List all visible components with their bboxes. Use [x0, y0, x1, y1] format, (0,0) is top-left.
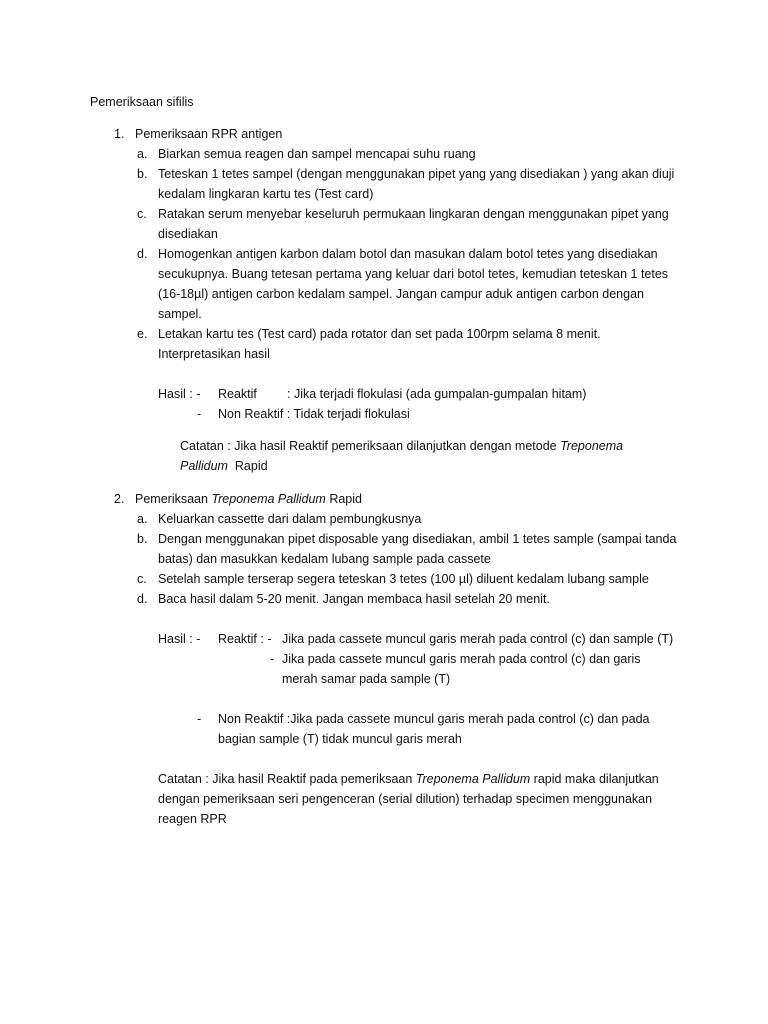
item-1d-line3: (16-18µl) antigen carbon kedalam sampel. Jangan campur aduk antigen carbon dengan — [158, 287, 644, 301]
item-1c-line2: disediakan — [158, 227, 218, 241]
catatan1-prefix: Catatan : Jika hasil Reaktif pemeriksaan dilanjutkan dengan metode — [180, 439, 561, 453]
hasil2-dash2: - — [270, 652, 275, 666]
catatan2-suffix: rapid maka dilanjutkan — [530, 772, 659, 786]
item-1d-line2: secukupnya. Buang tetesan pertama yang keluar dari botol tetes, kemudian teteskan 1 tetes — [158, 267, 669, 281]
catatan1-line1 — [180, 436, 623, 456]
section2-heading-prefix: Pemeriksaan — [135, 492, 212, 506]
item-2a-letter: a. — [137, 512, 148, 526]
catatan2-line1 — [158, 769, 659, 789]
hasil2-reaktif-line1: Jika pada cassete muncul garis merah pada control (c) dan sample (T) — [282, 632, 674, 646]
item-1d-letter: d. — [137, 247, 148, 261]
item-1b-line1: Teteskan 1 tetes sampel (dengan menggunakan pipet yang yang disediakan ) yang akan diuji — [158, 167, 675, 181]
item-2b-line2: batas) dan masukkan kedalam lubang sample pada cassete — [158, 552, 491, 566]
hasil2-non-reaktif-line1: Non Reaktif :Jika pada cassete muncul garis merah pada control (c) dan pada — [218, 712, 650, 726]
hasil1-non-reaktif: Non Reaktif : Tidak terjadi flokulasi — [218, 407, 410, 421]
hasil2-label: Hasil : - — [158, 632, 201, 646]
hasil2-reaktif-label: Reaktif : - — [218, 632, 272, 646]
item-1b-line2: kedalam lingkaran kartu tes (Test card) — [158, 187, 374, 201]
item-1a-letter: a. — [137, 147, 148, 161]
item-2d-text: Baca hasil dalam 5-20 menit. Jangan membaca hasil setelah 20 menit. — [158, 592, 550, 606]
section2-heading-suffix: Rapid — [325, 492, 362, 506]
hasil1-reaktif-text: : Jika terjadi flokulasi (ada gumpalan-gumpalan hitam) — [287, 387, 587, 401]
catatan1-suffix: Rapid — [234, 459, 268, 473]
catatan2-line2: dengan pemeriksaan seri pengenceran (serial dilution) terhadap specimen menggunakan — [158, 792, 653, 806]
hasil1-reaktif-label: Reaktif — [218, 387, 257, 401]
item-2c-letter: c. — [137, 572, 147, 586]
catatan2-prefix: Catatan : Jika hasil Reaktif pada pemeriksaan — [158, 772, 416, 786]
hasil1-dash: - — [197, 407, 202, 421]
hasil2-reaktif-line3: merah samar pada sample (T) — [282, 672, 451, 686]
item-1e-letter: e. — [137, 327, 148, 341]
catatan2-italic: Treponema Pallidum — [415, 772, 531, 786]
item-1c-letter: c. — [137, 207, 147, 221]
item-1d-line4: sampel. — [158, 307, 202, 321]
section2-heading — [135, 489, 362, 509]
document-title: Pemeriksaan sifilis — [90, 95, 194, 109]
hasil1-label: Hasil : - — [158, 387, 201, 401]
catatan2-line3: reagen RPR — [158, 812, 227, 826]
item-1d-line1: Homogenkan antigen karbon dalam botol dan masukan dalam botol tetes yang disediakan — [158, 247, 658, 261]
catatan1-line2 — [180, 456, 268, 476]
item-1e-line1: Letakan kartu tes (Test card) pada rotator dan set pada 100rpm selama 8 menit. — [158, 327, 601, 341]
item-2b-line1: Dengan menggunakan pipet disposable yang disediakan, ambil 1 tetes sample (sampai tanda — [158, 532, 677, 546]
item-2d-letter: d. — [137, 592, 148, 606]
catatan1-italic1: Treponema — [560, 439, 624, 453]
section1-heading: Pemeriksaan RPR antigen — [135, 127, 283, 141]
section2-number: 2. — [114, 492, 125, 506]
item-2c-text: Setelah sample terserap segera teteskan 3 tetes (100 µl) diluent kedalam lubang sample — [158, 572, 649, 586]
item-1b-letter: b. — [137, 167, 148, 181]
item-1a-text: Biarkan semua reagen dan sampel mencapai suhu ruang — [158, 147, 476, 161]
item-1c-line1: Ratakan serum menyebar keseluruh permukaan lingkaran dengan menggunakan pipet yang — [158, 207, 669, 221]
item-1e-line2: Interpretasikan hasil — [158, 347, 270, 361]
item-2b-letter: b. — [137, 532, 148, 546]
item-2a-text: Keluarkan cassette dari dalam pembungkusnya — [158, 512, 422, 526]
hasil2-reaktif-line2: Jika pada cassete muncul garis merah pada control (c) dan garis — [282, 652, 641, 666]
section2-heading-italic: Treponema Pallidum — [211, 492, 326, 506]
section1-number: 1. — [114, 127, 125, 141]
catatan1-italic2: Pallidum — [180, 459, 228, 473]
hasil2-non-reaktif-line2: bagian sample (T) tidak muncul garis merah — [218, 732, 462, 746]
hasil2-dash3: - — [197, 712, 202, 726]
